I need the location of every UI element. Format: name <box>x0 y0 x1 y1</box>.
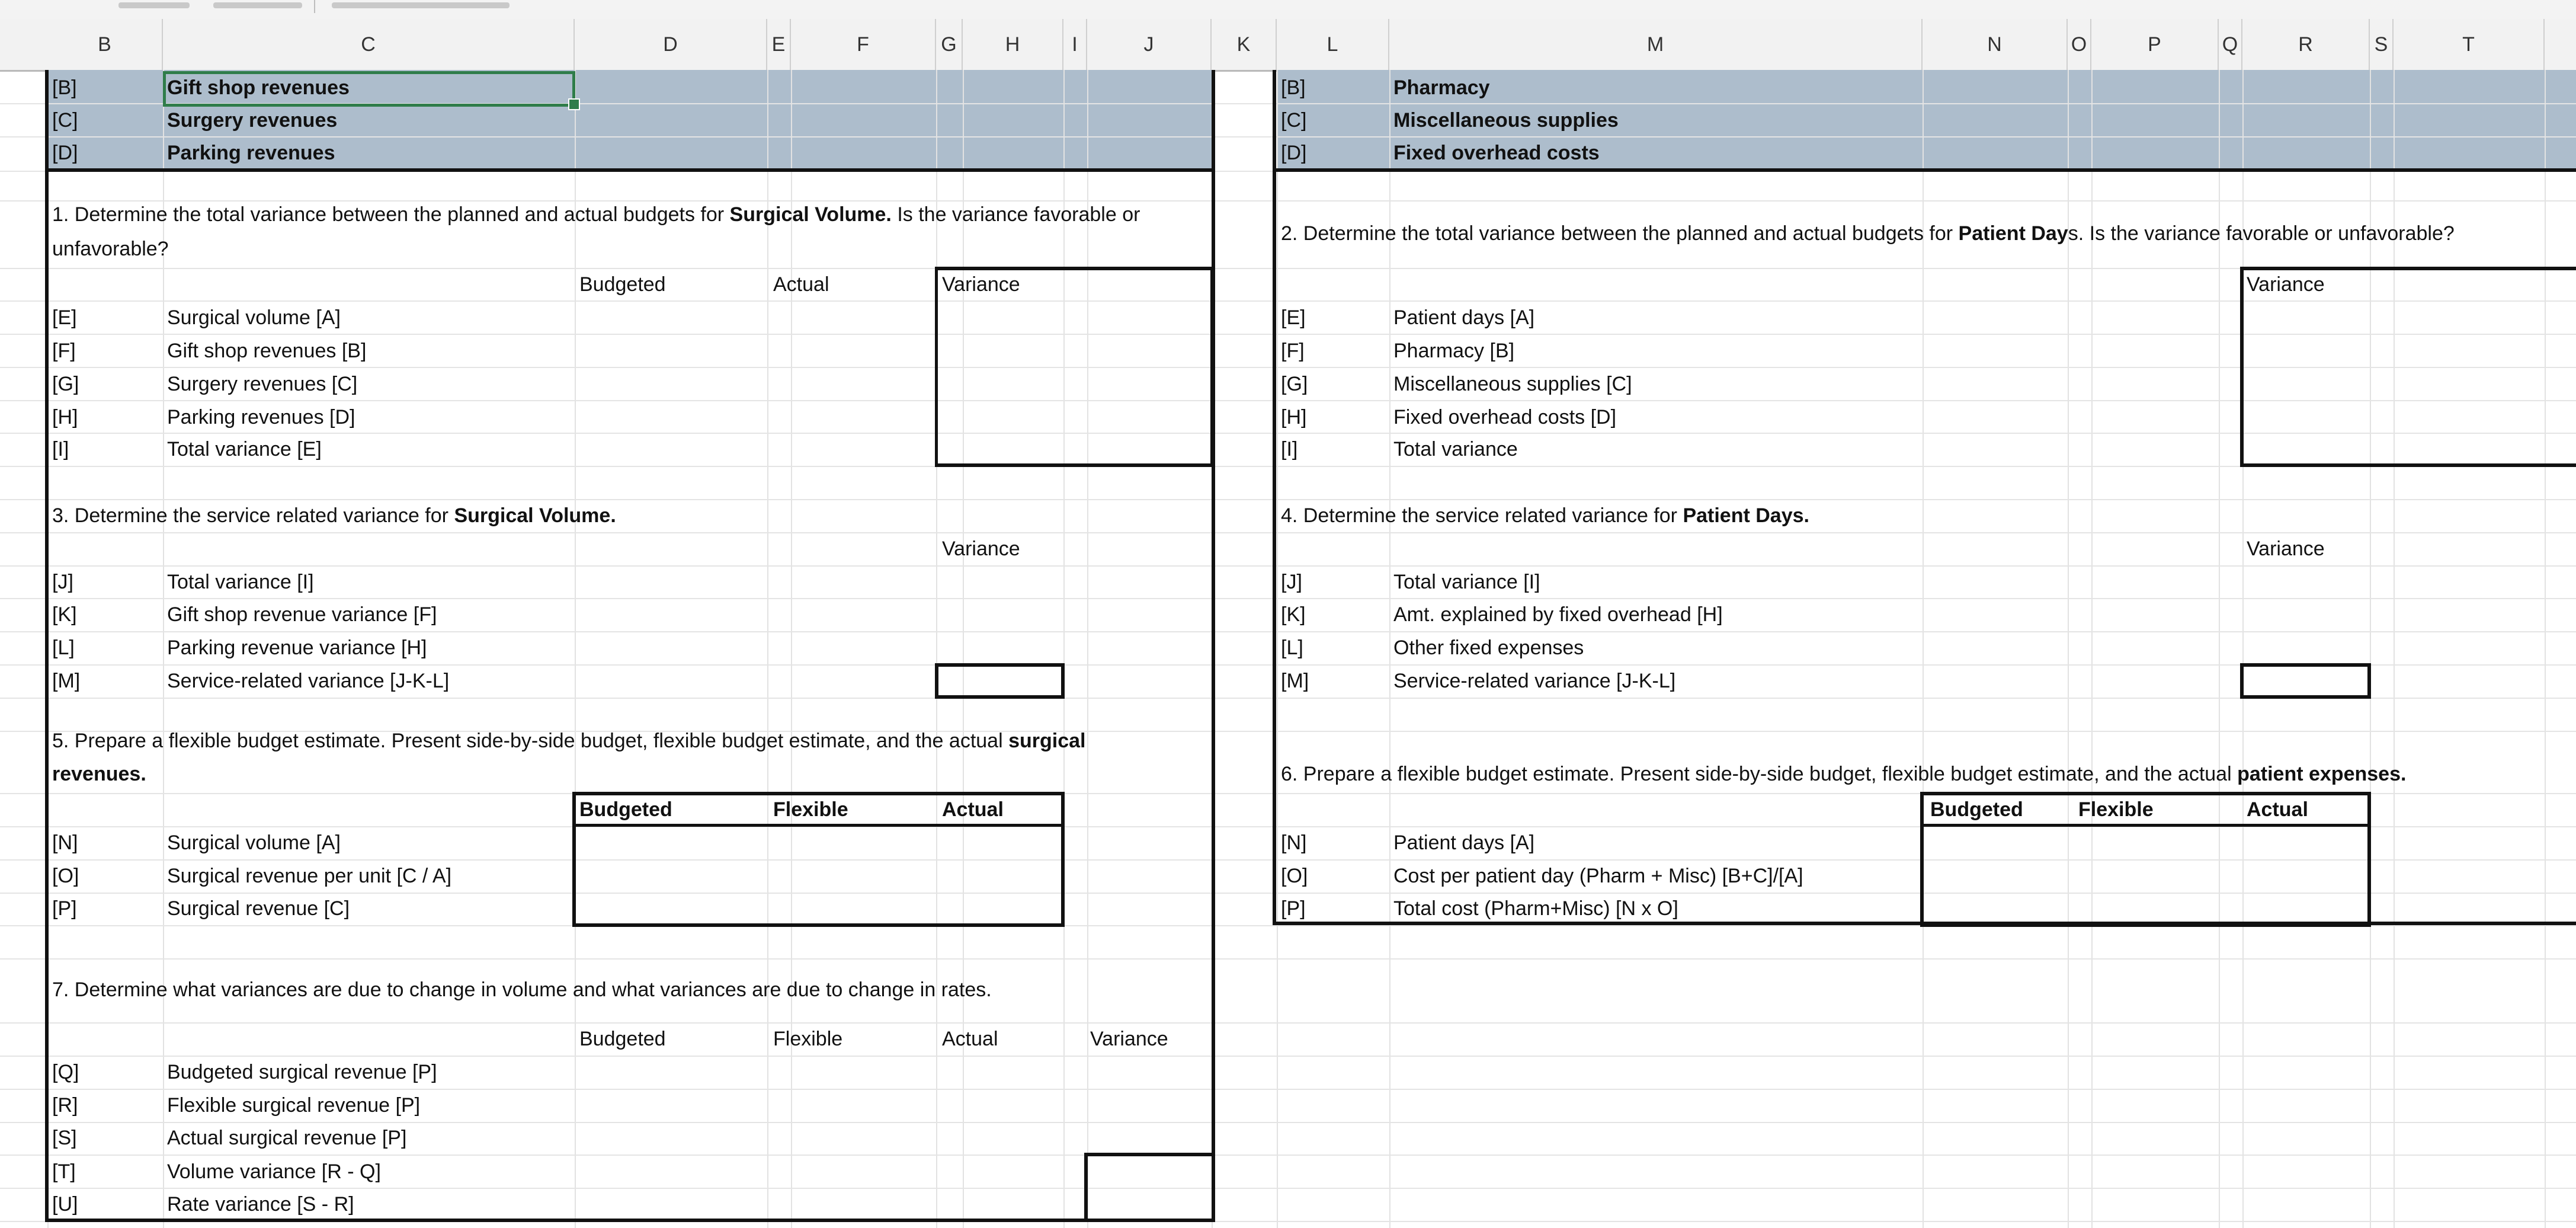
row-code: [H] <box>52 406 78 428</box>
question-6-text: 6. Prepare a flexible budget estimate. Present side-by-side budget, flexible budget estimate, and the actual patient expenses. <box>1281 763 2407 785</box>
row-label: Cost per patient day (Pharm + Misc) [B+C]/[A] <box>1393 865 1803 887</box>
col-variance-label: Variance <box>1090 1028 1168 1050</box>
column-header-c[interactable]: C <box>163 19 575 70</box>
column-header-p[interactable]: P <box>2091 19 2219 70</box>
row-label: Surgical volume [A] <box>167 306 341 329</box>
row-code: [E] <box>52 306 77 329</box>
col-flexible-label: Flexible <box>773 1028 843 1050</box>
column-header-r[interactable]: R <box>2242 19 2370 70</box>
row-code: [R] <box>52 1094 78 1117</box>
col-actual-label: Actual <box>942 798 1004 821</box>
q7-variance-box[interactable] <box>1084 1153 1215 1222</box>
row-label: Miscellaneous supplies [C] <box>1393 373 1632 395</box>
row-label: Parking revenues [D] <box>167 406 355 428</box>
header-code: [C] <box>52 109 78 132</box>
name-box[interactable] <box>36 0 315 13</box>
selected-cell[interactable] <box>163 71 575 107</box>
question-4-text: 4. Determine the service related variance for Patient Days. <box>1281 504 1809 527</box>
header-label: Fixed overhead costs <box>1393 142 1600 164</box>
column-header-g[interactable]: G <box>936 19 963 70</box>
left-band-bottom <box>45 168 1215 172</box>
row-code: [T] <box>52 1160 76 1183</box>
header-code: [D] <box>1281 142 1307 164</box>
question-3-text: 3. Determine the service related variance for Surgical Volume. <box>52 504 616 527</box>
row-label: Patient days [A] <box>1393 832 1535 854</box>
row-label: Service-related variance [J-K-L] <box>167 670 450 692</box>
header-code: [C] <box>1281 109 1307 132</box>
row-code: [I] <box>52 438 69 461</box>
fill-handle[interactable] <box>568 98 580 110</box>
row-label: Surgical revenue per unit [C / A] <box>167 865 452 887</box>
column-header-e[interactable]: E <box>767 19 791 70</box>
row-code: [J] <box>52 571 73 593</box>
column-header-n[interactable]: N <box>1923 19 2068 70</box>
column-header-o[interactable]: O <box>2068 19 2091 70</box>
row-label: Total cost (Pharm+Misc) [N x O] <box>1393 897 1678 920</box>
row-code: [M] <box>52 670 81 692</box>
name-box-text <box>118 2 190 8</box>
row-code: [Q] <box>52 1061 79 1083</box>
column-header-row <box>0 19 2576 72</box>
question-1-text-line2: unfavorable? <box>52 238 169 260</box>
row-label: Budgeted surgical revenue [P] <box>167 1061 437 1083</box>
col-variance-label: Variance <box>942 538 1020 560</box>
col-budgeted-label: Budgeted <box>579 1028 666 1050</box>
row-label: Gift shop revenues [B] <box>167 340 367 362</box>
row-code: [N] <box>1281 832 1307 854</box>
row-label: Flexible surgical revenue [P] <box>167 1094 421 1117</box>
row-label: Pharmacy [B] <box>1393 340 1515 362</box>
name-box-text-2 <box>213 2 302 8</box>
header-label: Gift shop revenues <box>167 76 350 99</box>
question-2-text: 2. Determine the total variance between the planned and actual budgets for Patient Days. Is the variance favorable or unfavorable? <box>1281 222 2455 245</box>
column-header-i[interactable]: I <box>1063 19 1087 70</box>
col-actual-label: Actual <box>942 1028 998 1050</box>
row-code: [J] <box>1281 571 1302 593</box>
row-label: Surgery revenues [C] <box>167 373 358 395</box>
question-7-text: 7. Determine what variances are due to change in volume and what variances are due to change in rates. <box>52 978 992 1001</box>
row-label: Surgical volume [A] <box>167 832 341 854</box>
row-label: Total variance [E] <box>167 438 322 461</box>
row-label: Surgical revenue [C] <box>167 897 350 920</box>
row-code: [O] <box>52 865 79 887</box>
q6-header-divider <box>1920 824 2371 827</box>
question-5-text: 5. Prepare a flexible budget estimate. Present side-by-side budget, flexible budget estimate, and the actual surgical <box>52 730 1086 752</box>
row-label: Total variance [I] <box>167 571 314 593</box>
header-label: Parking revenues <box>167 142 335 164</box>
col-variance-label: Variance <box>942 273 1020 296</box>
q5-header-divider <box>572 824 1065 827</box>
question-5-text-line2: revenues. <box>52 763 146 785</box>
col-flexible-label: Flexible <box>773 798 848 821</box>
col-actual-label: Actual <box>2247 798 2308 821</box>
col-variance-label: Variance <box>2247 273 2325 296</box>
row-code: [H] <box>1281 406 1307 428</box>
row-label: Actual surgical revenue [P] <box>167 1127 407 1149</box>
column-header-t[interactable]: T <box>2394 19 2545 70</box>
row-code: [L] <box>52 637 75 659</box>
row-label: Total variance <box>1393 438 1518 461</box>
row-label: Other fixed expenses <box>1393 637 1584 659</box>
col-actual-label: Actual <box>773 273 829 296</box>
col-variance-label: Variance <box>2247 538 2325 560</box>
row-code: [N] <box>52 832 78 854</box>
row-code: [K] <box>52 603 77 626</box>
row-code: [G] <box>1281 373 1308 395</box>
column-header-b[interactable]: B <box>47 19 163 70</box>
row-label: Total variance [I] <box>1393 571 1540 593</box>
header-label: Surgery revenues <box>167 109 338 132</box>
row-label: Volume variance [R - Q] <box>167 1160 381 1183</box>
column-header-l[interactable]: L <box>1277 19 1389 70</box>
row-label: Fixed overhead costs [D] <box>1393 406 1617 428</box>
row-code: [O] <box>1281 865 1308 887</box>
row-label: Rate variance [S - R] <box>167 1193 354 1216</box>
column-header-q[interactable]: Q <box>2219 19 2242 70</box>
row-label: Amt. explained by fixed overhead [H] <box>1393 603 1723 626</box>
column-header-h[interactable]: H <box>963 19 1063 70</box>
row-label: Gift shop revenue variance [F] <box>167 603 437 626</box>
header-code: [B] <box>52 76 77 99</box>
header-label: Pharmacy <box>1393 76 1490 99</box>
row-code: [M] <box>1281 670 1309 692</box>
column-header-j[interactable]: J <box>1087 19 1212 70</box>
formula-input[interactable] <box>320 0 569 13</box>
row-label: Patient days [A] <box>1393 306 1535 329</box>
row-label: Parking revenue variance [H] <box>167 637 427 659</box>
row-code: [K] <box>1281 603 1306 626</box>
q1-variance-box[interactable] <box>935 267 1214 467</box>
header-code: [D] <box>52 142 78 164</box>
column-header-k[interactable]: K <box>1212 19 1277 70</box>
col-budgeted-label: Budgeted <box>579 798 672 821</box>
col-budgeted-label: Budgeted <box>1930 798 2023 821</box>
column-header-d[interactable]: D <box>575 19 767 70</box>
row-code: [P] <box>1281 897 1306 920</box>
header-label: Miscellaneous supplies <box>1393 109 1619 132</box>
row-code: [S] <box>52 1127 77 1149</box>
row-code: [U] <box>52 1193 78 1216</box>
column-header-s[interactable]: S <box>2370 19 2394 70</box>
row-code: [L] <box>1281 637 1303 659</box>
q5-flexible-budget-box[interactable] <box>572 792 1065 927</box>
formula-text <box>332 2 510 8</box>
right-band-bottom <box>1273 168 2576 172</box>
row-code: [F] <box>1281 340 1305 362</box>
q2-variance-box[interactable] <box>2240 267 2576 467</box>
row-code: [E] <box>1281 306 1306 329</box>
header-code: [B] <box>1281 76 1306 99</box>
question-1-text: 1. Determine the total variance between the planned and actual budgets for Surgical Volume. Is the variance favorable or <box>52 203 1140 226</box>
column-header-m[interactable]: M <box>1389 19 1923 70</box>
row-label: Service-related variance [J-K-L] <box>1393 670 1676 692</box>
col-budgeted-label: Budgeted <box>579 273 666 296</box>
q5-box-spacer <box>572 792 576 927</box>
q6-flexible-budget-box[interactable] <box>1920 792 2371 927</box>
row-code: [P] <box>52 897 77 920</box>
column-header-f[interactable]: F <box>791 19 936 70</box>
q3-answer-box[interactable] <box>935 663 1065 699</box>
formula-bar[interactable] <box>0 0 2576 20</box>
row-code: [I] <box>1281 438 1298 461</box>
col-flexible-label: Flexible <box>2078 798 2154 821</box>
row-code: [F] <box>52 340 76 362</box>
row-code: [G] <box>52 373 79 395</box>
q4-answer-box[interactable] <box>2240 663 2371 699</box>
